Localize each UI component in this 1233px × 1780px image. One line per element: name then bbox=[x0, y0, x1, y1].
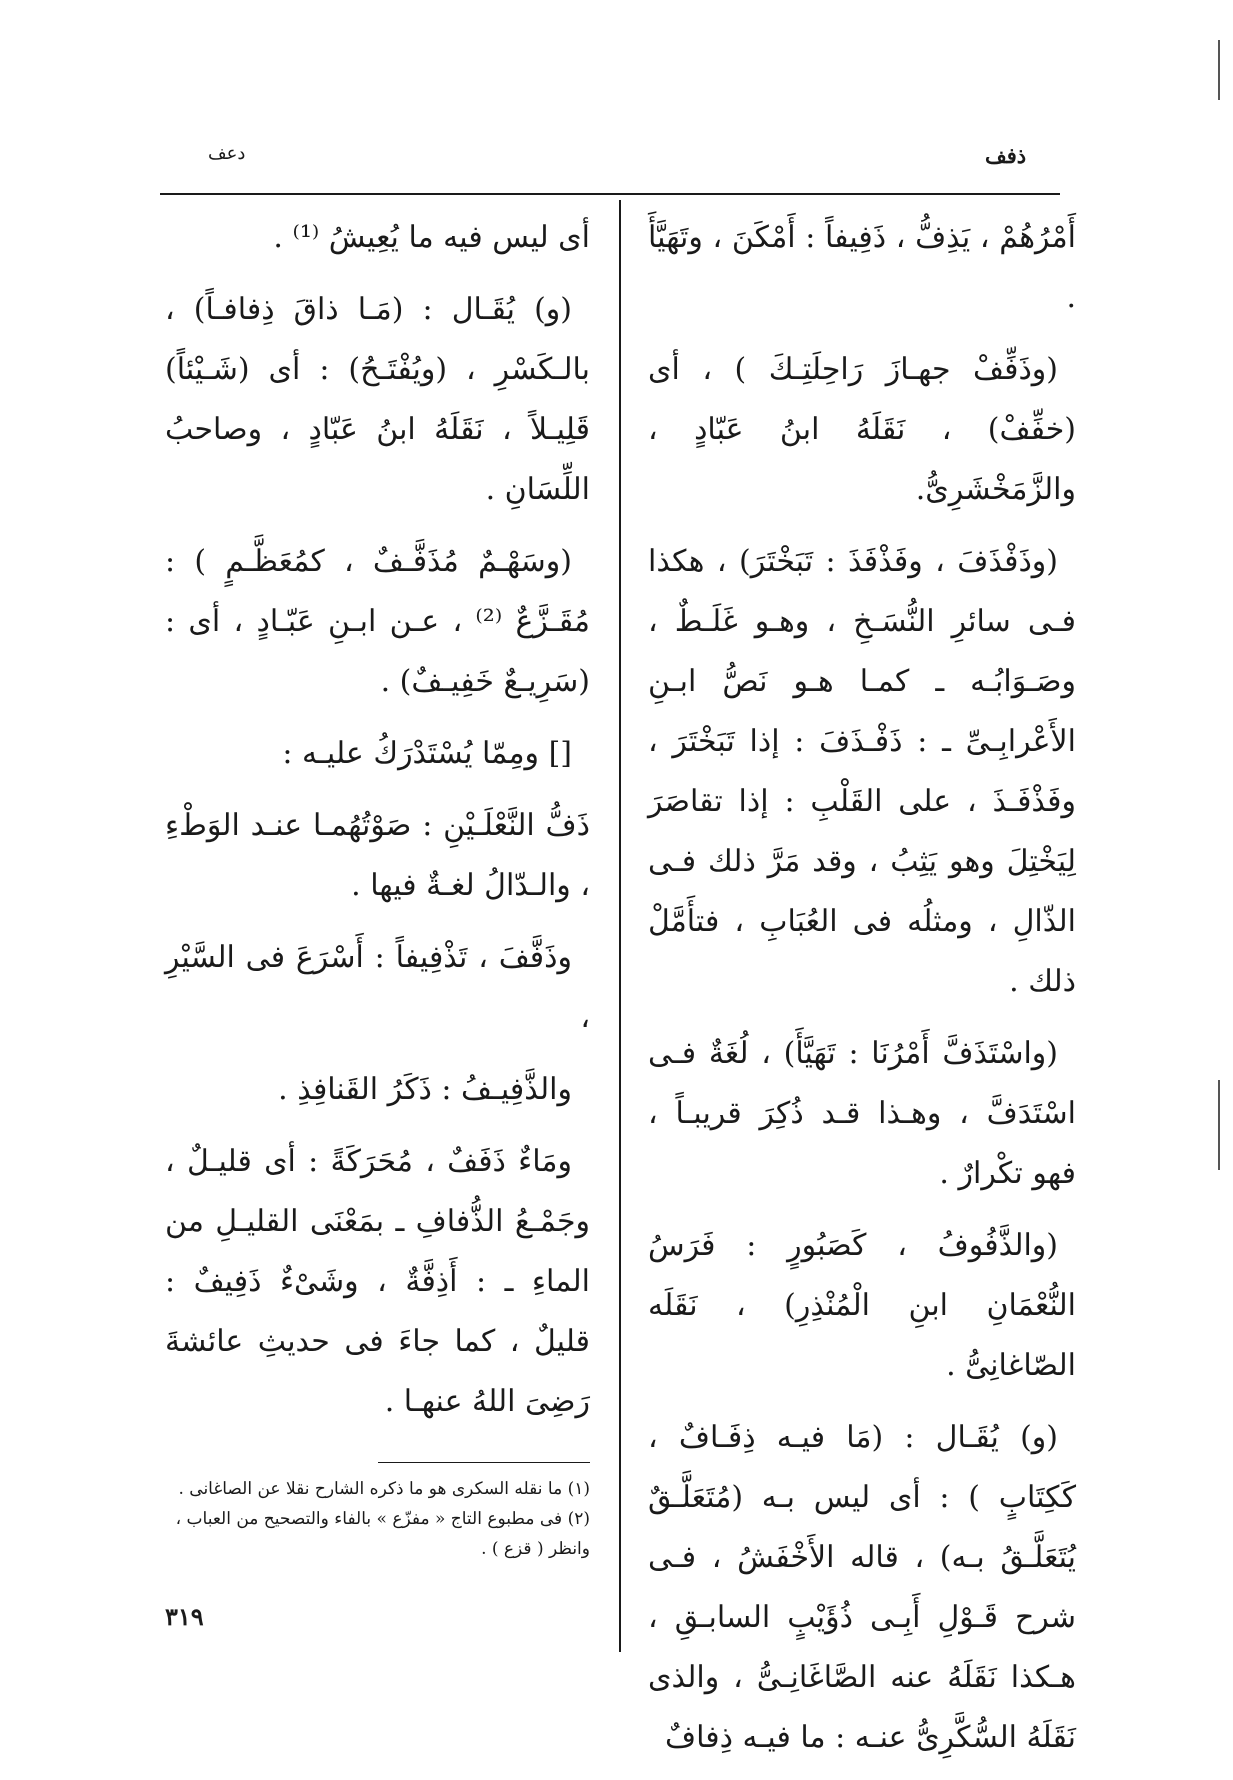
entry-paragraph: والذَّفِيـفُ : ذَكَرُ القَنافِذِ . bbox=[278, 1072, 572, 1107]
entry-paragraph: ذَفُّ النَّعْلَـيْنِ : صَوْتُهُمـا عنـد الوَطْءِ ، والـدّالُ لغـةٌ فيها . bbox=[165, 808, 590, 903]
left-column bbox=[165, 208, 590, 1444]
entry-paragraph: أَمْرُهُمْ ، يَذِفُّ ، ذَفِيفاً : أَمْكَنَ ، وتَهَيَّأَ . bbox=[648, 220, 1076, 315]
entry-paragraph: (وذَفِّفْ جهـازَ رَاحِلَتِـكَ ) ، أى (خفِّفْ) ، نَقَلَهُ ابنُ عَبّادٍ ، والزَّمَخْشَرِىُّ. bbox=[648, 352, 1076, 507]
entry-paragraph: (والذَّفُوفُ ، كَصَبُورٍ : فَرَسُ النُّعْمَانِ ابنِ الْمُنْذِرِ) ، نَقَلَه الصّاغانِىُّ . bbox=[648, 1228, 1076, 1383]
entry-paragraph: (و) يُقَـال : (مَـا ذاقَ ذِفافـاً) ، بالـكَسْرِ ، (ويُفْتَـحُ) : أى (شَـيْئاً) قَلِيـلاً ، نَقَلَهُ ابنُ عَبّادٍ ، وصاحبُ اللِّسَانِ . bbox=[165, 292, 590, 507]
header-rule bbox=[160, 193, 1060, 195]
entry-paragraph: وذَفَّفَ ، تَذْفِيفاً : أَسْرَعَ فى السَّيْرِ ، bbox=[165, 940, 590, 1035]
entry-paragraph: (و) يُقَـال : (مَا فيـه ذِفَـافٌ ، كَكِتَابٍ ) : أى ليس بـه (مُتَعَلَّـقٌ يُتَعَلَّـقُ بـه) ، قاله الأَخْفَشُ ، فـى شرح قَـوْلِ أَبِـى ذُؤَيْبٍ السابـقِ ، هـكذا نَقَلَهُ عنه الصَّاغَانِـىُّ ، والذى نَقَلَهُ السُّكَّرِىُّ عنـه : ما فيـه ذِفافٌ bbox=[648, 1420, 1076, 1755]
page-number: ٣١٩ bbox=[165, 1602, 204, 1631]
entry-paragraph: أى ليس فيه ما يُعِيشُ ⁽¹⁾ . bbox=[273, 220, 590, 255]
footnotes bbox=[165, 1474, 590, 1564]
entry-paragraph: (وذَفْذَفَ ، وفَذْفَذَ : تَبَخْتَرَ) ، هكذا فـى سائرِ النُّسَـخِ ، وهـو غَلَـطٌ ، وصَـوَابُـه ـ كمـا هـو نَصُّ ابـنِ الأَعْرابِـىِّ ـ : ذَفْـذَفَ : إذا تَبَخْتَرَ ، وفَذْفَـذَ ، على القَلْبِ : إذا تقاصَرَ لِيَخْتِلَ وهو يَثِبُ ، وقد مَرَّ ذلك فـى الذّالِ ، ومثلُه فى العُبَابِ ، فتأَمَّلْ ذلك . bbox=[648, 544, 1076, 999]
column-divider bbox=[619, 200, 621, 1652]
running-head-right: ذفف bbox=[985, 143, 1027, 168]
addendum-heading: [] ومِمّا يُسْتَدْرَكُ عليـه : bbox=[282, 736, 572, 771]
footnote-rule bbox=[378, 1462, 590, 1463]
footnote: (٢) فى مطبوع التاج « مفزّع » بالفاء والتصحيح من العباب ، وانظر ( قزع ) . bbox=[175, 1509, 590, 1559]
entry-paragraph: (واسْتَذَفَّ أَمْرُنَا : تَهَيَّأَ) ، لُغَةٌ فـى اسْتَدَفَّ ، وهـذا قـد ذُكِرَ قريبـاً ، فهو تكْرارٌ . bbox=[648, 1036, 1076, 1191]
entry-paragraph: ومَاءٌ ذَفَفٌ ، مُحَرَكَةً : أى قليـلٌ ، وجَمْـعُ الذُّفافِ ـ بمَعْنَى القليـلِ من الماءِ ـ : أَذِفَّةٌ ، وشَىْءٌ ذَفِيفٌ : قليلٌ ، كما جاءَ فى حديثِ عائشةَ رَضِىَ اللهُ عنهـا . bbox=[165, 1144, 590, 1419]
right-column bbox=[648, 208, 1076, 1780]
running-head-left: دعف bbox=[208, 143, 246, 164]
scan-edge-mark bbox=[1218, 40, 1220, 100]
scan-edge-mark bbox=[1218, 1080, 1220, 1170]
entry-paragraph: (وسَهْـمٌ مُذَفَّـفٌ ، كمُعَظَّـمٍ ) : مُقَـزَّعٌ ⁽²⁾ ، عـن ابـنِ عَبّـادٍ ، أى : (سَرِيـعٌ خَفِيـفٌ) . bbox=[165, 544, 590, 699]
footnote: (١) ما نقله السكرى هو ما ذكره الشارح نقلا عن الصاغانى . bbox=[178, 1479, 590, 1499]
